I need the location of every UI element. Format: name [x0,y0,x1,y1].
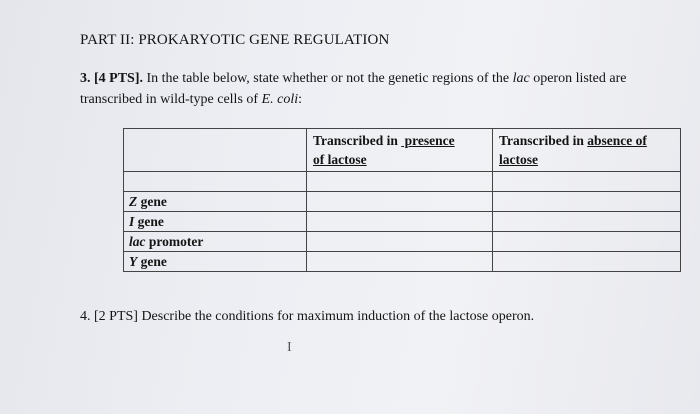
header-presence-line2: of lactose [313,152,367,167]
header-presence-underlined: presence [401,133,455,148]
row-label-z-gene [124,192,307,212]
table-row [124,252,681,272]
header-absence-line2: lactose [499,152,538,167]
row-label-i-gene [124,212,307,232]
answer-cell-absence[interactable] [493,192,681,212]
answer-cell-presence[interactable] [307,252,493,272]
answer-cell-presence[interactable] [307,192,493,212]
question-3-line2-b: : [298,92,302,107]
header-absence-line1: Transcribed in absence of [499,133,647,148]
row-label-prefix: I [129,214,135,229]
section-heading: PART II: PROKARYOTIC GENE REGULATION [80,32,390,48]
question-3-text-b: operon listed are [529,71,627,86]
header-absence-cell [493,129,681,172]
question-4-text: 4. [2 PTS] Describe the conditions for maximum induction of the lactose operon. [80,309,535,324]
table-blank-row [124,172,681,192]
question-3-line2-a: transcribed in wild-type cells of [80,92,262,107]
row-label-prefix: Y [129,254,138,269]
row-label-suffix: gene [134,214,164,229]
text-cursor-icon: I [287,340,292,355]
row-label-prefix: lac [129,234,146,249]
row-label-prefix: Z [129,194,138,209]
row-label-suffix: promoter [145,234,204,249]
table-row [124,212,681,232]
header-empty-cell [124,129,307,172]
header-presence-cell [307,129,493,172]
lac-operon-table [123,128,681,272]
blank-cell [124,172,307,192]
ecoli-italic: E. coli [261,92,299,107]
answer-cell-presence[interactable] [307,232,493,252]
question-3-number: 3. [4 PTS]. [80,71,143,86]
table-header-row [124,129,681,172]
question-3-line-2 [80,92,302,108]
question-3-text-a: In the table below, state whether or not the genetic regions of the [143,71,513,86]
row-label-lac-promoter [124,232,307,252]
header-absence-underlined: absence of [587,133,647,148]
blank-cell[interactable] [307,172,493,192]
row-label-y-gene [124,252,307,272]
answer-cell-presence[interactable] [307,212,493,232]
lac-italic: lac [512,71,530,86]
table-row [124,232,681,252]
header-presence-line1: Transcribed in presence [313,133,455,148]
blank-cell[interactable] [493,172,681,192]
answer-cell-absence[interactable] [493,232,681,252]
answer-cell-absence[interactable] [493,252,681,272]
row-label-suffix: gene [137,254,167,269]
answer-cell-absence[interactable] [493,212,681,232]
question-3-line-1 [80,71,626,87]
row-label-suffix: gene [137,194,167,209]
table-row [124,192,681,212]
